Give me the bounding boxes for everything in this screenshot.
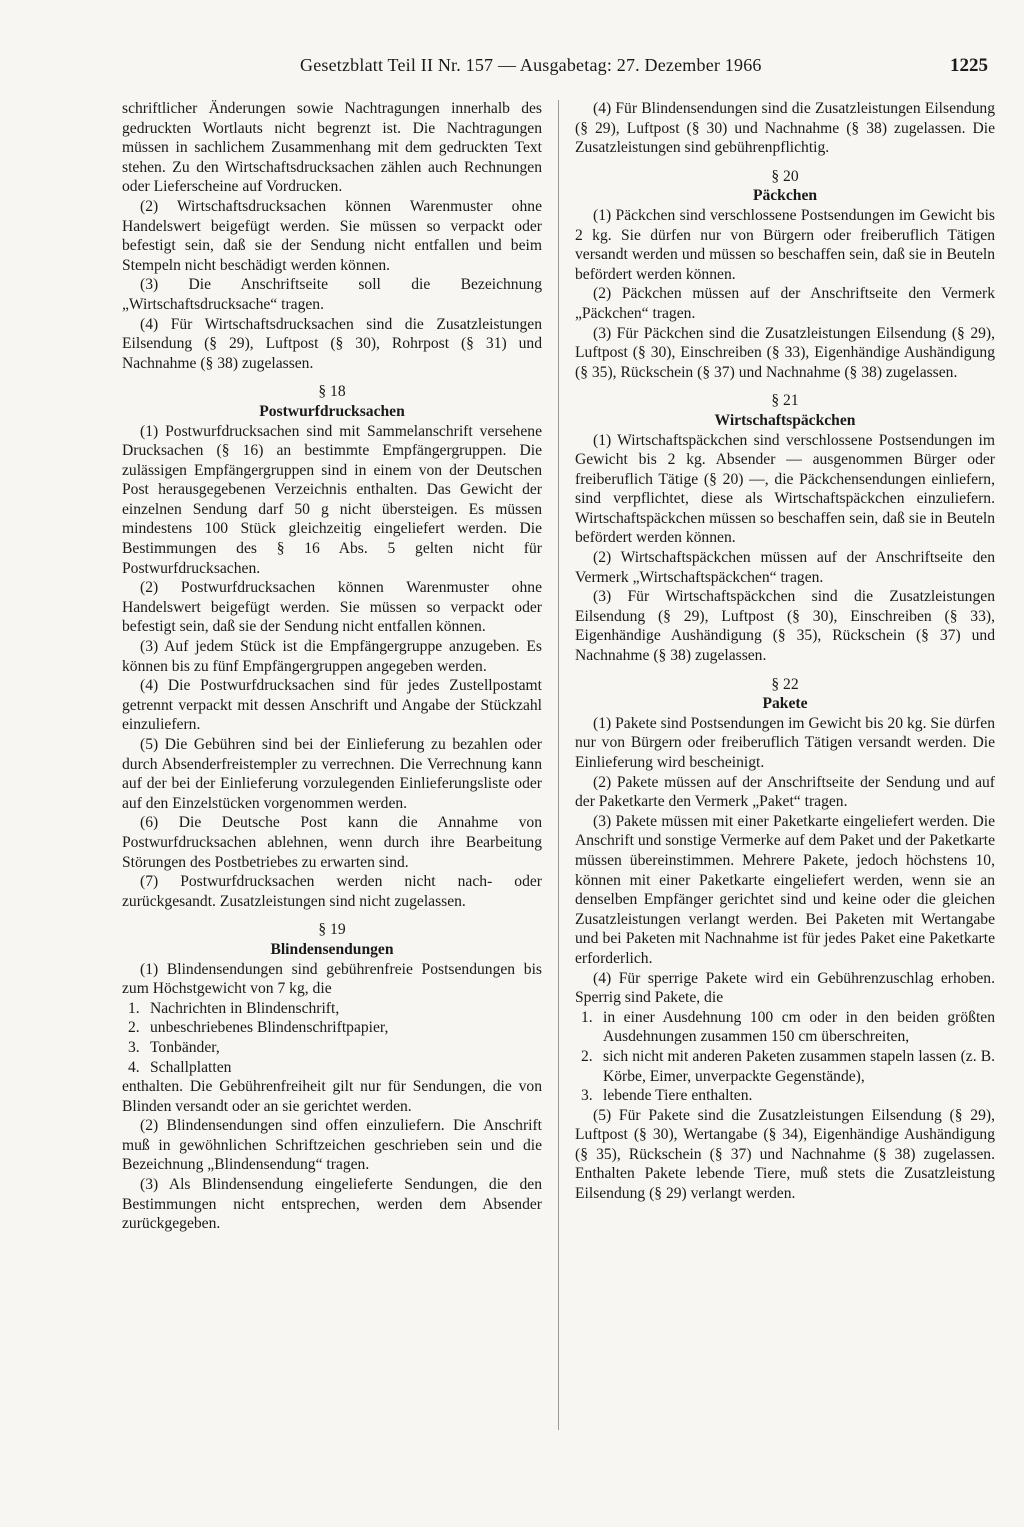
list-item xyxy=(575,1086,995,1106)
page-header xyxy=(0,55,1024,85)
paragraph: (3) Als Blindensendung eingelieferte Sendungen, die den Bestimmungen nicht entsprechen, werden dem Absender zurückgegeben. xyxy=(122,1176,542,1233)
paragraph: enthalten. Die Gebührenfreiheit gilt nur für Sendungen, die von Blinden versandt oder an sie gerichtet werden. xyxy=(122,1078,542,1115)
right-column xyxy=(575,99,995,1204)
enumerated-list xyxy=(122,999,542,1077)
list-item-number: 2. xyxy=(581,1047,593,1065)
list-item xyxy=(122,1018,542,1038)
left-column xyxy=(122,99,542,1234)
paragraph: schriftlicher Änderungen sowie Nachtragungen innerhalb des gedruckten Wortlauts nicht begrenzt ist. Die Nachtragungen müssen in sachlichem Zusammenhang mit dem gedruckten Text stehen. Zu den Wirtschaftsdrucksachen zählen auch Rechnungen oder Lieferscheine auf Vordrucken. xyxy=(122,100,542,196)
header-title: Gesetzblatt Teil II Nr. 157 — Ausgabetag: 27. Dezember 1966 xyxy=(300,55,762,75)
list-item-number: 1. xyxy=(128,999,140,1017)
list-item xyxy=(122,999,542,1019)
paragraph: (2) Päckchen müssen auf der Anschriftseite den Vermerk „Päckchen“ tragen. xyxy=(575,285,995,322)
paragraph: (3) Die Anschriftseite soll die Bezeichnung „Wirtschaftsdrucksache“ tragen. xyxy=(122,276,542,313)
section-title: Blindensendungen xyxy=(270,940,394,958)
paragraph: (4) Für sperrige Pakete wird ein Gebührenzuschlag erhoben. Sperrig sind Pakete, die xyxy=(575,969,995,1007)
paragraph: (2) Wirtschaftspäckchen müssen auf der Anschriftseite den Vermerk „Wirtschaftspäckchen“ tragen. xyxy=(575,549,995,586)
paragraph: (3) Für Päckchen sind die Zusatzleistungen Eilsendung (§ 29), Luftpost (§ 30), Einschreiben (§ 33), Eigenhändige Aushändigung (§ 35), Rückschein (§ 37) und Nachnahme (§ 38) zugelassen. xyxy=(575,324,995,381)
paragraph: (1) Päckchen sind verschlossene Postsendungen im Gewicht bis 2 kg. Sie dürfen nur von Bürgern oder freiberuflich Tätigen versandt werden und müssen so beschaffen sein, daß sie in Beuteln befördert werden können. xyxy=(575,206,995,283)
list-item-text: Tonbänder, xyxy=(150,1038,220,1056)
section-number: § 20 xyxy=(771,167,799,185)
paragraph: (2) Pakete müssen auf der Anschriftseite der Sendung und auf der Paketkarte den Vermerk „Paket“ tragen. xyxy=(575,773,995,811)
section-number: § 19 xyxy=(318,921,346,939)
paragraph: (3) Auf jedem Stück ist die Empfängergruppe anzugeben. Es können bis zu fünf Empfängergruppen angegeben werden. xyxy=(122,638,542,675)
paragraph: (1) Blindensendungen sind gebührenfreie Postsendungen bis zum Höchstgewicht von 7 kg, die xyxy=(122,960,542,998)
list-item xyxy=(575,1047,995,1086)
paragraph: (3) Für Wirtschaftspäckchen sind die Zusatzleistungen Eilsendung (§ 29), Luftpost (§ 30), Einschreiben (§ 33), Eigenhändige Aushändigung (§ 35), Rückschein (§ 37) und Nachnahme (§ 38) zugelassen. xyxy=(575,588,995,665)
paragraph: (1) Wirtschaftspäckchen sind verschlossene Postsendungen im Gewicht bis 2 kg. Absender — ausgenommen Bürger oder freiberuflich Tätige (§ 20) —, die Päckchensendungen einliefern, sind verpflichtet, diese als Wirtschaftspäckchen einzuliefern. Wirtschaftspäckchen müssen so beschaffen sein, daß sie in Beuteln befördert werden können. xyxy=(575,431,995,547)
list-item-number: 3. xyxy=(581,1087,593,1105)
list-item-text: in einer Ausdehnung 100 cm oder in den beiden größten Ausdehnungen zusammen 150 cm überschreiten, xyxy=(603,1008,995,1046)
paragraph: (5) Die Gebühren sind bei der Einlieferung zu bezahlen oder durch Absenderfreistempler zu verrechnen. Die Verrechnung kann auf der bei der Einlieferung vorzulegenden Einlieferungsliste oder auf den Einzelstücken vorgenommen werden. xyxy=(122,736,542,812)
paragraph: (4) Für Blindensendungen sind die Zusatzleistungen Eilsendung (§ 29), Luftpost (§ 30) und Nachnahme (§ 38) zugelassen. Die Zusatzleistungen sind gebührenpflichtig. xyxy=(575,100,995,157)
list-item-text: Nachrichten in Blindenschrift, xyxy=(150,999,340,1017)
paragraph: (4) Die Postwurfdrucksachen sind für jedes Zustellpostamt getrennt verpackt mit dessen Anschrift und Angabe der Stückzahl einzuliefern. xyxy=(122,677,542,734)
list-item-text: lebende Tiere enthalten. xyxy=(603,1087,753,1105)
enumerated-list xyxy=(575,1008,995,1106)
list-item-text: unbeschriebenes Blindenschriftpapier, xyxy=(150,1019,389,1037)
list-item-text: sich nicht mit anderen Paketen zusammen stapeln lassen (z. B. Körbe, Eimer, unverpackte Gegenstände), xyxy=(603,1047,995,1085)
section-title: Pakete xyxy=(762,695,808,713)
list-item-number: 4. xyxy=(128,1058,140,1076)
section-number: § 22 xyxy=(771,675,799,693)
section-title: Postwurfdrucksachen xyxy=(259,402,405,420)
list-item xyxy=(575,1008,995,1047)
paragraph: (2) Postwurfdrucksachen können Warenmuster ohne Handelswert beigefügt werden. Sie müssen so verpackt oder befestigt sein, daß sie der Sendung nicht entfallen können. xyxy=(122,579,542,636)
list-item-number: 1. xyxy=(581,1008,593,1026)
paragraph: (2) Blindensendungen sind offen einzuliefern. Die Anschrift muß in gewöhnlichen Schriftzeichen geschrieben sein und die Bezeichnung „Blindensendung“ tragen. xyxy=(122,1117,542,1174)
page-number: 1225 xyxy=(950,55,988,76)
list-item-number: 2. xyxy=(128,1019,140,1037)
paragraph: (2) Wirtschaftsdrucksachen können Warenmuster ohne Handelswert beigefügt werden. Sie müssen so verpackt oder befestigt sein, daß sie der Sendung nicht entfallen und beim Stempeln nicht beschädigt werden können. xyxy=(122,197,542,274)
section-number: § 18 xyxy=(318,383,346,401)
paragraph: (3) Pakete müssen mit einer Paketkarte eingeliefert werden. Die Anschrift und sonstige Vermerke auf dem Paket und der Paketkarte müssen übereinstimmen. Mehrere Pakete, jedoch höchstens 10, können mit einer Paketkarte eingeliefert werden, wenn sie an denselben Empfänger gerichtet sind und keine oder die gleichen Zusatzleistungen verlangt werden. Bei Paketen mit Wertangabe und bei Paketen mit Nachnahme ist für jedes Paket eine Paketkarte erforderlich. xyxy=(575,812,995,967)
paragraph: (1) Postwurfdrucksachen sind mit Sammelanschrift versehene Drucksachen (§ 16) an bestimmte Empfängergruppen. Die zulässigen Empfängergruppen sind in einem von der Deutschen Post herausgegebenen Verzeichnis enthalten. Das Gewicht der einzelnen Sendung darf 50 g nicht übersteigen. Es müssen mindestens 100 Stück gleichzeitig eingeliefert werden. Die Bestimmungen des § 16 Abs. 5 gelten nicht für Postwurfdrucksachen. xyxy=(122,422,542,577)
column-divider xyxy=(558,100,559,1430)
paragraph: (6) Die Deutsche Post kann die Annahme von Postwurfdrucksachen ablehnen, wenn durch ihre Bearbeitung Störungen des Postbetriebes zu erwarten sind. xyxy=(122,814,542,871)
section-title: Päckchen xyxy=(752,187,818,205)
list-item-number: 3. xyxy=(128,1038,140,1056)
list-item xyxy=(122,1058,542,1078)
paragraph: (5) Für Pakete sind die Zusatzleistungen Eilsendung (§ 29), Luftpost (§ 30), Wertangabe (§ 34), Eigenhändige Aushändigung (§ 35), Rückschein (§ 37) und Nachnahme (§ 38) zugelassen. Enthalten Pakete lebende Tiere, muß stets die Zusatzleistung Eilsendung (§ 29) verlangt werden. xyxy=(575,1106,995,1203)
paragraph: (1) Pakete sind Postsendungen im Gewicht bis 20 kg. Sie dürfen nur von Bürgern oder freiberuflich Tätigen versandt werden. Die Einlieferung wird bescheinigt. xyxy=(575,714,995,771)
list-item xyxy=(122,1038,542,1058)
paragraph: (7) Postwurfdrucksachen werden nicht nach- oder zurückgesandt. Zusatzleistungen sind nicht zugelassen. xyxy=(122,873,542,910)
list-item-text: Schallplatten xyxy=(150,1058,232,1076)
section-title: Wirtschaftspäckchen xyxy=(714,411,856,429)
paragraph: (4) Für Wirtschaftsdrucksachen sind die Zusatzleistungen Eilsendung (§ 29), Luftpost (§ 30), Rohrpost (§ 31) und Nachnahme (§ 38) zugelassen. xyxy=(122,315,542,372)
section-number: § 21 xyxy=(771,392,799,410)
